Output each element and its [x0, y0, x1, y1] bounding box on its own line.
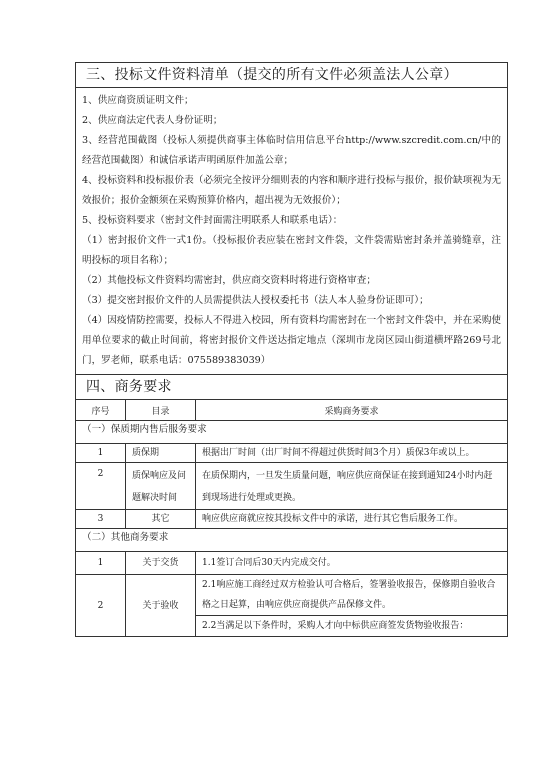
row-requirement: 在质保期内，一旦发生质量问题，响应供应商保证在接到通知24小时内赶到现场进行处理或更换。 [196, 463, 508, 510]
section4-title: 四、商务要求 [76, 375, 508, 400]
table-row [76, 510, 508, 529]
group1-title: （一）保质期内售后服务要求 [76, 421, 508, 444]
row-requirement: 2.1响应施工商经过双方检验认可合格后，签署验收报告，保修期自验收合格之日起算，由响应供应商提供产品保修文件。 [196, 575, 508, 616]
row-requirement: 根据出厂时间（出厂时间不得超过供货时间3个月）质保3年或以上。 [196, 444, 508, 463]
section3-subitem: （4）因疫情防控需要，投标人不得进入校园，所有资料均需密封在一个密封文件袋中，并在采购使用单位要求的截止时间前，将密封报价文件送达指定地点（深圳市龙岗区园山街道横坪路269号北门，罗老师，联系电话：075589383039） [82, 315, 502, 366]
row-number: 1 [76, 444, 126, 463]
section3-item: 2、供应商法定代表人身份证明； [82, 115, 223, 126]
row-number: 1 [76, 552, 126, 575]
section3-item: 1、供应商资质证明文件； [82, 95, 194, 106]
row-name: 质保响应及问题解决时间 [126, 463, 196, 510]
requirements-table [75, 62, 508, 637]
row-name: 质保期 [126, 444, 196, 463]
section3-subitem: （3）提交密封报价文件的人员需提供法人授权委托书（法人本人验身份证即可）； [82, 295, 429, 306]
column-header: 序号 [76, 400, 126, 421]
section3-item: 5、投标资料要求（密封文件封面需注明联系人和联系电话）： [82, 215, 343, 226]
row-requirement: 2.2当满足以下条件时，采购人才向中标供应商签发货物验收报告： [196, 616, 508, 637]
section3-item: 4、投标资料和投标报价表（必须完全按评分细则表的内容和顺序进行投标与报价，报价缺项视为无效报价；报价金额须在采购预算价格内，超出视为无效报价）； [82, 175, 502, 206]
row-number: 3 [76, 510, 126, 529]
row-name: 关于交货 [126, 552, 196, 575]
column-header: 采购商务要求 [196, 400, 508, 421]
table-row [76, 552, 508, 575]
row-number: 2 [76, 463, 126, 510]
document-page [75, 62, 507, 637]
row-name: 其它 [126, 510, 196, 529]
section3-subitem: （1）密封报价文件一式1份。（投标报价表应装在密封文件袋，文件袋需贴密封条并盖骑缝章，注明投标的项目名称）； [82, 235, 502, 266]
section3-item: 3、经营范围截图（投标人须提供商事主体临时信用信息平台http://www.szcredit.com.cn/中的经营范围截图）和诚信承诺声明函原件加盖公章； [82, 135, 502, 166]
section3-title: 三、投标文件资料清单（提交的所有文件必须盖法人公章） [76, 63, 508, 88]
table-row [76, 575, 508, 616]
row-name: 关于验收 [126, 575, 196, 637]
section3-subitem: （2）其他投标文件资料均需密封，供应商交资料时将进行资格审查； [82, 275, 376, 286]
row-number: 2 [76, 575, 126, 637]
table-row [76, 463, 508, 510]
column-header: 目录 [126, 400, 196, 421]
table-row [76, 444, 508, 463]
row-requirement: 1.1签订合同后30天内完成交付。 [196, 552, 508, 575]
row-requirement: 响应供应商就应按其投标文件中的承诺，进行其它售后服务工作。 [196, 510, 508, 529]
section3-body [76, 88, 508, 375]
table-header-row [76, 400, 508, 421]
group2-title: （二）其他商务要求 [76, 529, 508, 552]
